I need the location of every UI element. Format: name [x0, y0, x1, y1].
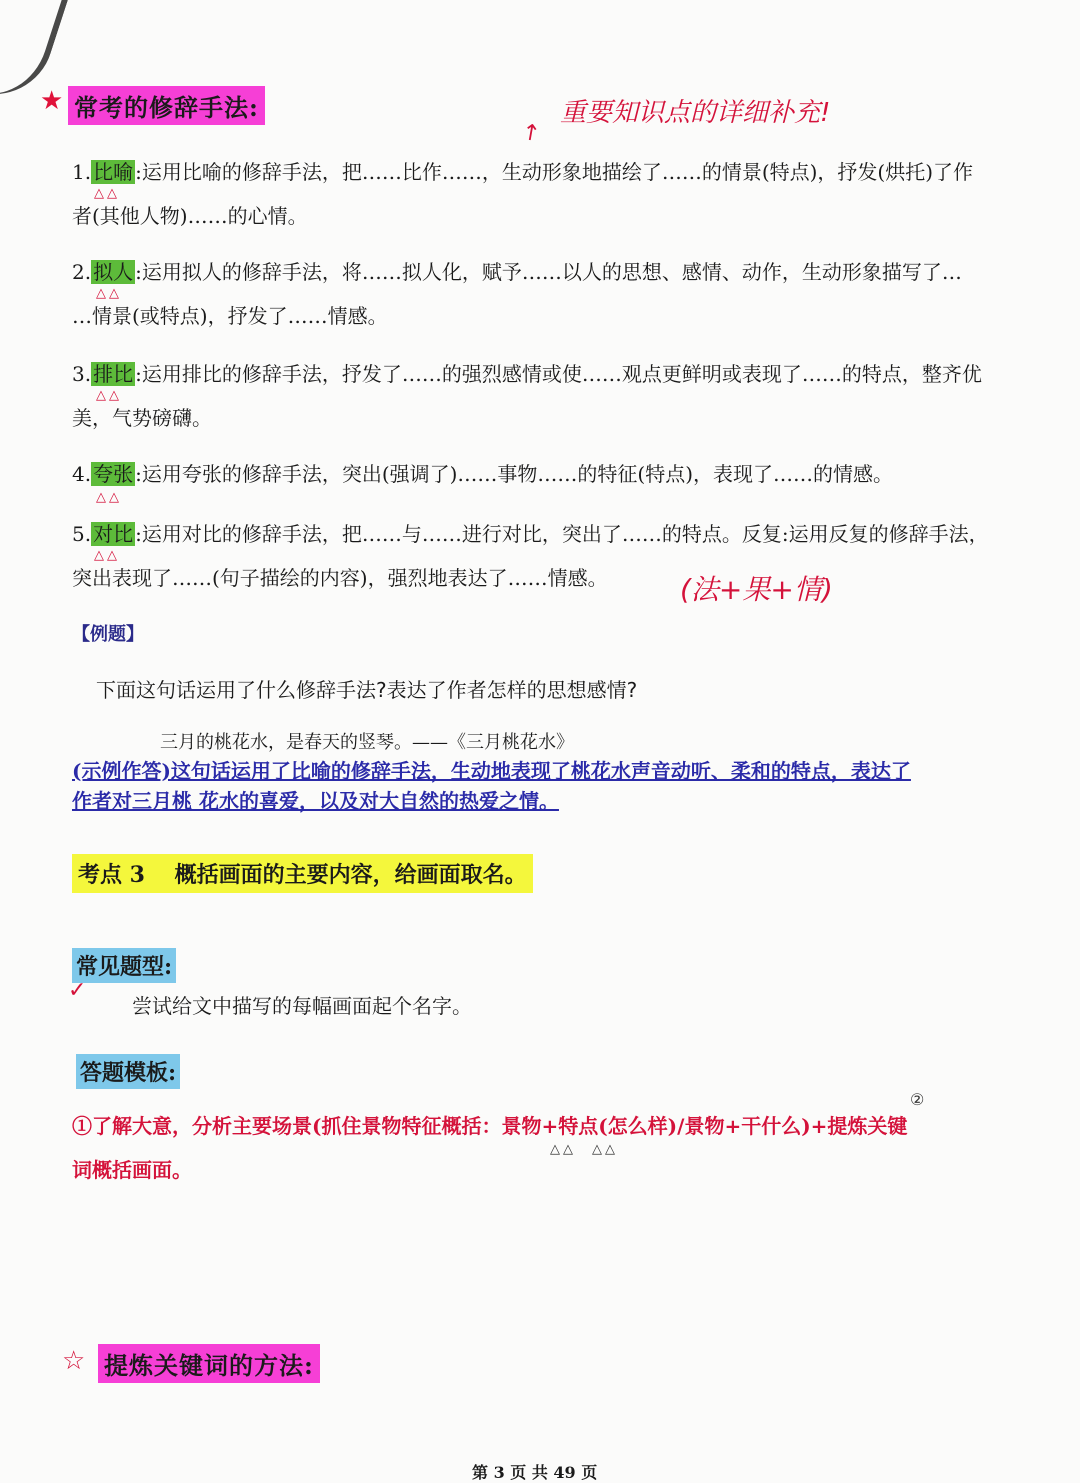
star-icon: ★	[40, 86, 64, 116]
triangle-marks-icon: △△	[94, 548, 120, 563]
item-2	[72, 250, 962, 294]
term-highlight: 拟人	[93, 260, 134, 284]
item-number: 1.	[72, 160, 92, 184]
item-number: 5.	[72, 522, 92, 546]
item-line: :运用夸张的修辞手法，突出(强调了)……事物……的特征(特点)，表现了……的情感。	[135, 462, 894, 486]
item-line: :运用排比的修辞手法，抒发了……的强烈感情或使……观点更鲜明或表现了……的特点，整齐优	[135, 362, 982, 386]
example-question: 下面这句话运用了什么修辞手法?表达了作者怎样的思想感情?	[96, 678, 638, 702]
formula-note: (法+果+情)	[680, 573, 833, 606]
section-title-keywords: 提炼关键词的方法:	[98, 1344, 320, 1383]
section-title-rhetoric: 常考的修辞手法:	[68, 86, 265, 125]
triangle-marks-icon: △△	[94, 186, 120, 201]
item-3-cont: 美，气势磅礴。	[72, 406, 212, 430]
term-highlight: 夸张	[93, 462, 134, 486]
item-1	[72, 150, 973, 194]
kaodian-title: 考点 3 概括画面的主要内容，给画面取名。	[72, 854, 533, 893]
term-highlight: 对比	[93, 522, 134, 546]
example-quote: 三月的桃花水，是春天的竖琴。——《三月桃花水》	[160, 732, 574, 753]
example-label: 【例题】	[72, 624, 144, 645]
item-5-cont: 突出表现了……(句子描绘的内容)，强烈地表达了……情感。	[72, 566, 608, 590]
page-footer: 第 3 页 共 49 页	[472, 1463, 598, 1482]
item-number: 4.	[72, 462, 92, 486]
template-text: 了解大意，分析主要场景(抓住景物特征概括：景物+特点(怎么样)/景物+干什么)+提炼关键	[92, 1114, 908, 1138]
example-answer-line1: (示例作答)这句话运用了比喻的修辞手法，生动地表现了桃花水声音动听、柔和的特点，表达了	[72, 759, 911, 783]
check-icon: ✓	[68, 978, 87, 1003]
item-2-cont: …情景(或特点)，抒发了……情感。	[72, 304, 388, 328]
num-2: ②	[910, 1090, 925, 1109]
item-number: 3.	[72, 362, 92, 386]
num-1: ①	[72, 1114, 92, 1138]
item-line: :运用拟人的修辞手法，将……拟人化，赋予……以人的思想、感情、动作，生动形象描写了…	[135, 260, 962, 284]
template-line1	[72, 1104, 907, 1148]
item-4	[72, 452, 893, 496]
template-line2: 词概括画面。	[72, 1158, 192, 1182]
item-5	[72, 512, 989, 556]
triangle-marks-icon: △△	[96, 388, 122, 403]
arrow-icon: ↗	[516, 116, 546, 149]
triangle-marks-icon: △△ △△	[550, 1142, 618, 1157]
item-line: :运用比喻的修辞手法，把……比作……，生动形象地描绘了……的情景(特点)，抒发(烘托)了作	[135, 160, 974, 184]
term-highlight: 比喻	[93, 160, 134, 184]
triangle-marks-icon: △△	[96, 490, 122, 505]
example-answer-line2: 作者对三月桃 花水的喜爱，以及对大自然的热爱之情。	[72, 789, 559, 813]
term-highlight: 排比	[93, 362, 134, 386]
answer-template-title: 答题模板:	[76, 1054, 180, 1089]
item-line: :运用对比的修辞手法，把……与……进行对比，突出了……的特点。反复:运用反复的修辞手法，	[135, 522, 989, 546]
star-outline-icon: ☆	[62, 1346, 86, 1376]
item-3	[72, 352, 982, 396]
question-types-title: 常见题型:	[72, 948, 176, 983]
item-1-cont: 者(其他人物)……的心情。	[72, 204, 308, 228]
handwritten-note: 重要知识点的详细补充!	[560, 98, 831, 128]
question-types-text: 尝试给文中描写的每幅画面起个名字。	[132, 994, 472, 1018]
triangle-marks-icon: △△	[96, 286, 122, 301]
item-number: 2.	[72, 260, 92, 284]
page-edge-shadow	[0, 0, 76, 110]
